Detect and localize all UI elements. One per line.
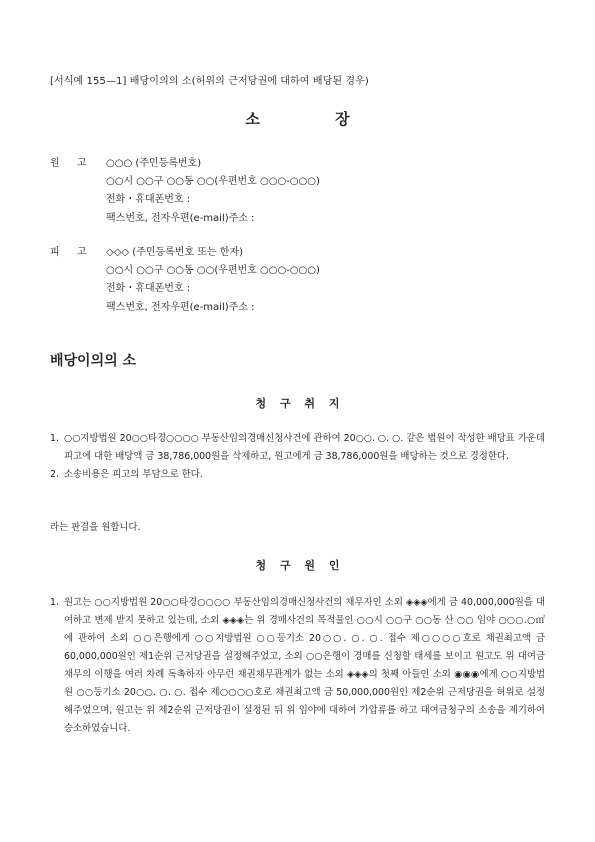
item-text: ○○지방법원 20○○타경○○○○ 부동산임의경매신청사건에 관하여 20○○. ○. ○. 같은 법원이 작성한 배당표 가운데 피고에 대한 배당액 금 38,786,000원을 삭제하고, 원고에게 금 38,786,000원을 배당하는 것으로 경정한다.	[64, 433, 545, 462]
plaintiff-name: ○○○ (주민등록번호)	[106, 158, 202, 169]
document-title: 소 장	[245, 110, 350, 128]
defendant-name: ◇◇◇ (주민등록번호 또는 한자)	[106, 247, 244, 258]
claim-purpose-item	[50, 466, 545, 484]
item-number: 1.	[50, 597, 59, 608]
plaintiff-phone: 전화・휴대폰번호 :	[106, 194, 191, 205]
claim-cause-item	[50, 594, 545, 738]
defendant-phone: 전화・휴대폰번호 :	[106, 283, 191, 294]
claim-purpose-item	[50, 430, 545, 466]
claim-purpose-list	[50, 430, 545, 484]
plaintiff-address: ○○시 ○○구 ○○동 ○○(우편번호 ○○○-○○○)	[106, 176, 320, 187]
defendant-address: ○○시 ○○구 ○○동 ○○(우편번호 ○○○-○○○)	[106, 265, 320, 276]
item-number: 1.	[50, 433, 59, 444]
item-number: 2.	[50, 469, 59, 480]
claim-cause-heading: 청 구 원 인	[255, 559, 340, 572]
plaintiff-fax-email: 팩스번호, 전자우편(e-mail)주소 :	[106, 213, 255, 224]
form-label: [서식예 155—1] 배당이의의 소(허위의 근저당권에 대하여 배당된 경우)	[50, 76, 369, 87]
plaintiff-role: 원 고	[50, 158, 87, 169]
claim-purpose-heading: 청 구 취 지	[255, 397, 340, 410]
case-title: 배당이의의 소	[50, 353, 137, 369]
defendant-role: 피 고	[50, 247, 87, 258]
item-text: 원고는 ○○지방법원 20○○타경○○○○ 부동산임의경매신청사건의 채무자인 소외 ◈◈◈에게 금 40,000,000원을 대여하고 변제 받지 못하고 있는데, 소외 ◈◈◈는 위 경매사건의 목적물인 ○○시 ○○구 ○○동 산 ○○ 임야 ○○○.○㎡에 관하여 소외 ○○은행에게 ○○지방법원 ○○등기소 20○○. ○. ○. 접수 제○○○○호로 채권최고액 금 60,000,000원인 제1순위 근저당권을 설정해주었고, 소외 ○○은행이 경매를 신청할 태세를 보이고 원고도 위 대여금채무의 이행을 여러 차례 독촉하자 아무런 채권채무관계가 없는 소외 ◈◈◈의 첫째 아들인 소외 ◉◉◉에게 ○○지방법원 ○○등기소 20○○. ○. ○. 접수 제○○○○호로 채권최고액 금 50,000,000원인 제2순위 근저당권을 허위로 설정해주었으며, 원고는 위 제2순위 근저당권이 설정된 뒤 위 임야에 대하여 가압류를 하고 대여금청구의 소송을 제기하여 승소하였습니다.	[64, 597, 545, 734]
claim-cause-list	[50, 594, 545, 738]
item-text: 소송비용은 피고의 부담으로 한다.	[64, 469, 203, 480]
claim-purpose-closing: 라는 판결을 원합니다.	[50, 522, 141, 533]
defendant-fax-email: 팩스번호, 전자우편(e-mail)주소 :	[106, 302, 255, 313]
